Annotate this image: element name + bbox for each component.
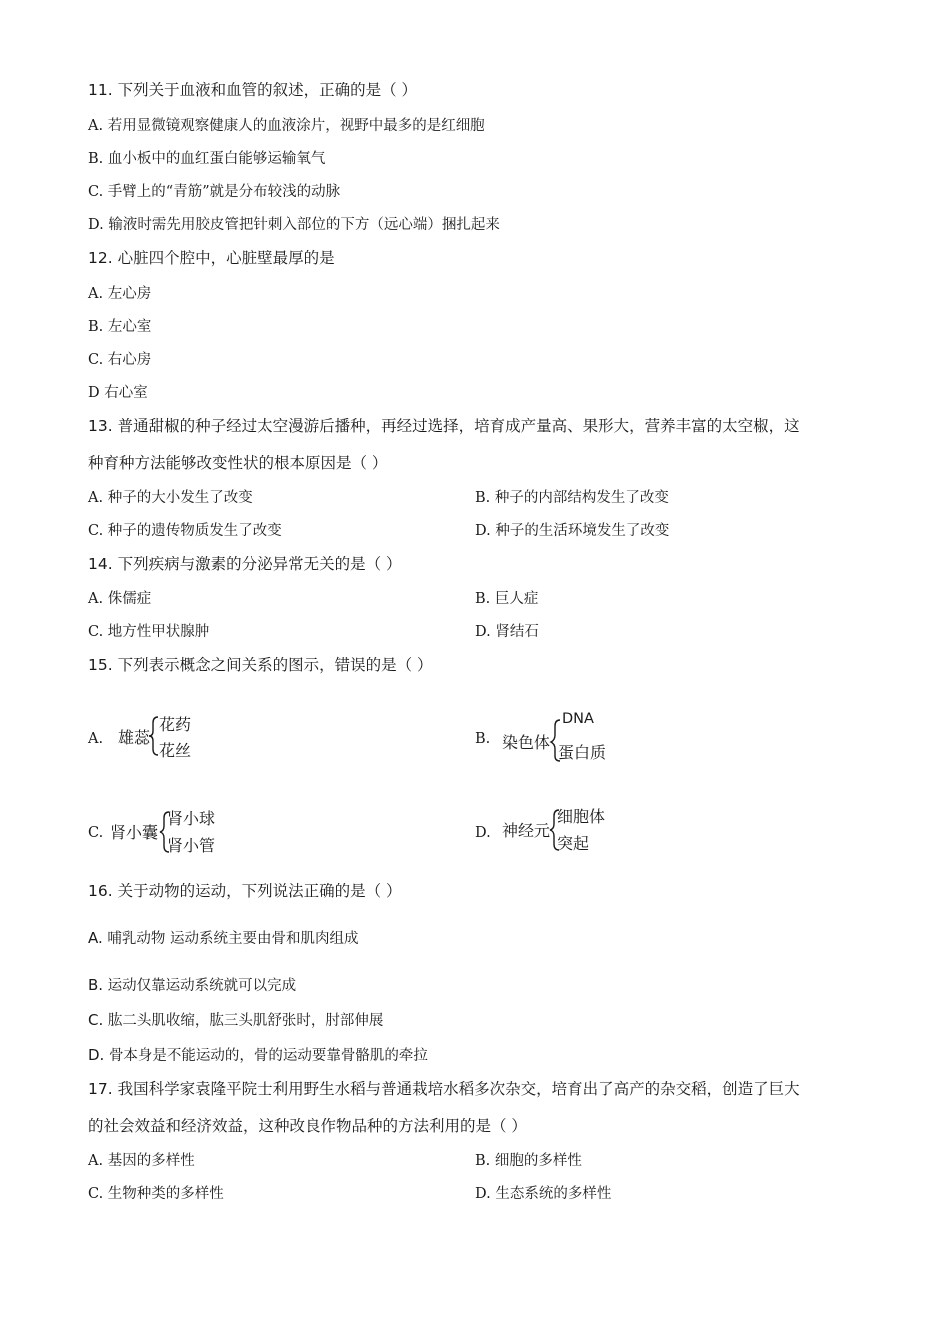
concept-brace-diagram — [116, 708, 216, 764]
question-number: 12. — [88, 249, 113, 267]
sub-concept-top: 细胞体 — [557, 807, 606, 826]
question-number: 15. — [88, 656, 113, 674]
option-text: 肱二头肌收缩，肱三头肌舒张时，肘部伸展 — [107, 1013, 384, 1029]
question-text: 普通甜椒的种子经过太空漫游后播种，再经过选择，培育成产量高、果形大，营养丰富的太空椒，这 — [117, 417, 800, 435]
question-number: 13. — [88, 417, 113, 435]
option-letter: B. — [88, 976, 104, 994]
q15-option-b-diagram — [502, 706, 622, 770]
sub-concept-top: DNA — [562, 711, 594, 727]
q17-option-a[interactable]: A. 基因的多样性 — [88, 1153, 195, 1169]
concept-brace-diagram — [502, 802, 622, 858]
question-text: 我国科学家袁隆平院士利用野生水稻与普通栽培水稻多次杂交，培育出了高产的杂交稻，创造了巨大 — [117, 1080, 800, 1098]
question-text: 关于动物的运动，下列说法正确的是（ ） — [117, 882, 402, 900]
q14-option-b[interactable]: B. 巨人症 — [475, 591, 539, 607]
concept-brace-diagram — [110, 804, 230, 860]
sub-concept-top: 花药 — [159, 715, 192, 734]
q15-option-c-diagram — [110, 804, 230, 864]
q15-option-d-label[interactable]: D. — [475, 825, 491, 841]
question-number: 16. — [88, 882, 113, 900]
q11-option-b[interactable]: B. 血小板中的血红蛋白能够运输氧气 — [88, 151, 326, 167]
q15-option-a-diagram — [116, 708, 216, 768]
q11-option-c[interactable]: C. 手臂上的“青筋”就是分布较浅的动脉 — [88, 184, 341, 200]
q14-option-c[interactable]: C. 地方性甲状腺肿 — [88, 624, 210, 640]
q11-option-d[interactable]: D. 输液时需先用胶皮管把针刺入部位的下方（远心端）捆扎起来 — [88, 217, 500, 233]
question-12-stem — [88, 248, 335, 268]
q11-option-a[interactable]: A. 若用显微镜观察健康人的血液涂片，视野中最多的是红细胞 — [88, 118, 485, 134]
option-letter: A. — [88, 929, 103, 947]
q16-option-b[interactable] — [88, 975, 296, 996]
q12-option-c[interactable]: C. 右心房 — [88, 352, 152, 368]
q13-option-d[interactable]: D. 种子的生活环境发生了改变 — [475, 523, 670, 539]
question-text: 下列疾病与激素的分泌异常无关的是（ ） — [117, 555, 402, 573]
q14-option-d[interactable]: D. 肾结石 — [475, 624, 539, 640]
q12-option-d[interactable]: D 右心室 — [88, 385, 148, 401]
q16-option-a[interactable] — [88, 928, 358, 949]
question-15-stem — [88, 655, 433, 675]
question-number: 14. — [88, 555, 113, 573]
question-number: 11. — [88, 81, 113, 99]
sub-concept-top: 肾小球 — [167, 809, 216, 828]
option-letter: D. — [88, 1046, 105, 1064]
sub-concept-bottom: 花丝 — [159, 741, 192, 760]
q17-option-b[interactable]: B. 细胞的多样性 — [475, 1153, 582, 1169]
option-text: 运动仅靠运动系统就可以完成 — [107, 978, 297, 994]
option-letter: C. — [88, 1011, 104, 1029]
q17-option-d[interactable]: D. 生态系统的多样性 — [475, 1186, 612, 1202]
sub-concept-bottom: 肾小管 — [167, 836, 216, 855]
q13-option-c[interactable]: C. 种子的遗传物质发生了改变 — [88, 523, 282, 539]
option-text: 哺乳动物 运动系统主要由骨和肌肉组成 — [107, 931, 359, 947]
question-text: 下列关于血液和血管的叙述，正确的是（ ） — [117, 81, 418, 99]
q15-option-d-diagram — [502, 802, 622, 862]
q15-option-b-label[interactable]: B. — [475, 731, 491, 747]
brace-icon — [149, 717, 158, 755]
question-text: 心脏四个腔中，心脏壁最厚的是 — [117, 249, 335, 267]
q15-option-a-label[interactable]: A. — [88, 731, 104, 747]
q17-option-c[interactable]: C. 生物种类的多样性 — [88, 1186, 224, 1202]
root-concept: 神经元 — [502, 821, 551, 840]
q14-option-a[interactable]: A. 侏儒症 — [88, 591, 152, 607]
question-16-stem — [88, 881, 402, 901]
q15-option-c-label[interactable]: C. — [88, 825, 104, 841]
q13-option-b[interactable]: B. 种子的内部结构发生了改变 — [475, 490, 669, 506]
question-number: 17. — [88, 1080, 113, 1098]
option-text: 骨本身是不能运动的，骨的运动要靠骨骼肌的牵拉 — [108, 1048, 428, 1064]
question-11-stem — [88, 80, 417, 100]
question-13-stem-cont: 种育种方法能够改变性状的根本原因是（ ） — [88, 454, 388, 472]
root-concept: 染色体 — [502, 733, 551, 752]
root-concept: 肾小囊 — [110, 823, 159, 842]
question-14-stem — [88, 554, 402, 574]
root-concept: 雄蕊 — [118, 728, 151, 747]
question-17-stem — [88, 1079, 800, 1099]
question-17-stem-cont: 的社会效益和经济效益，这种改良作物品种的方法利用的是（ ） — [88, 1117, 527, 1135]
sub-concept-bottom: 突起 — [557, 834, 590, 853]
question-text: 下列表示概念之间关系的图示，错误的是（ ） — [117, 656, 433, 674]
q16-option-c[interactable] — [88, 1010, 383, 1031]
q16-option-d[interactable] — [88, 1045, 428, 1066]
sub-concept-bottom: 蛋白质 — [558, 743, 607, 762]
question-13-stem — [88, 416, 800, 436]
q12-option-b[interactable]: B. 左心室 — [88, 319, 152, 335]
q12-option-a[interactable]: A. 左心房 — [88, 286, 152, 302]
concept-brace-diagram — [502, 706, 622, 766]
q13-option-a[interactable]: A. 种子的大小发生了改变 — [88, 490, 253, 506]
